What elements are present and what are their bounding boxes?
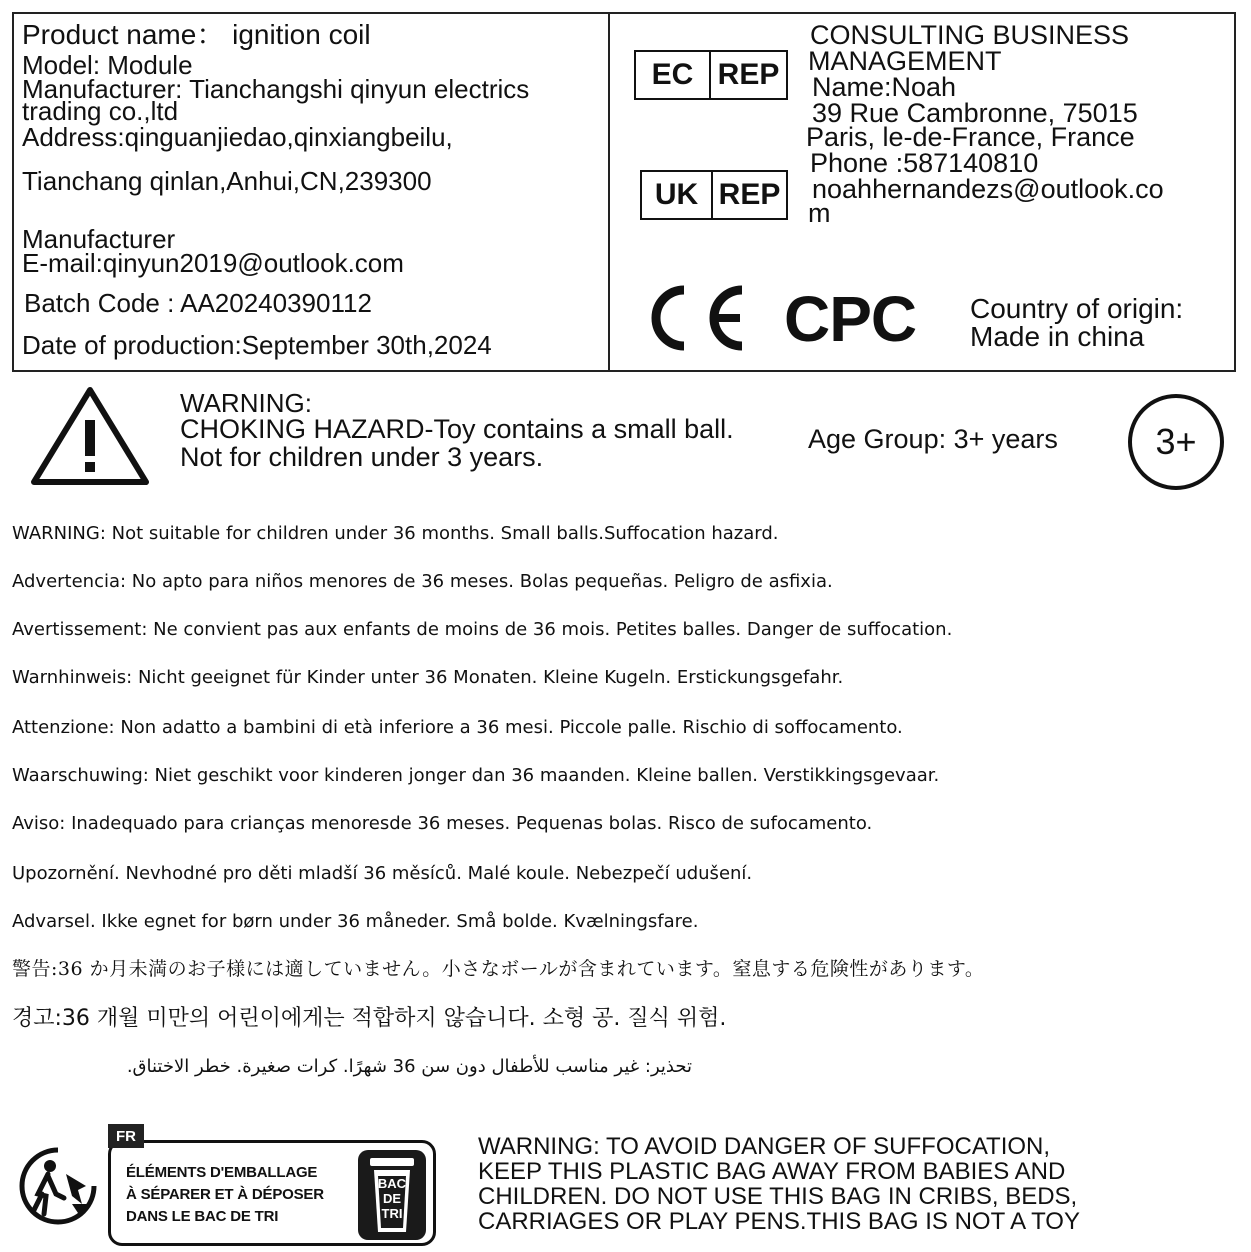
warning-nl: Waarschuwing: Niet geschikt voor kinderen jonger dan 36 maanden. Kleine ballen. Verstikkingsgevaar. <box>12 765 940 786</box>
triman-recycle-icon <box>16 1144 100 1228</box>
ec-rep-left: EC <box>636 52 711 98</box>
email-label: Manufacturer <box>22 224 176 254</box>
choking-warning-title: WARNING: <box>180 388 312 418</box>
rep-name: Name:Noah <box>812 72 957 102</box>
warning-triangle-icon <box>28 384 152 488</box>
recycling-line-1: ÉLÉMENTS D'EMBALLAGE <box>126 1164 318 1181</box>
address-line-2: Tianchang qinlan,Anhui,CN,239300 <box>22 166 432 196</box>
fr-tab: FR <box>108 1124 144 1148</box>
table-divider <box>608 12 610 372</box>
model: Model: Module <box>22 50 193 80</box>
warning-da: Advarsel. Ikke egnet for børn under 36 måneder. Små bolde. Kvælningsfare. <box>12 911 699 932</box>
uk-rep-symbol <box>640 170 788 220</box>
bag-warning-line-4: CARRIAGES OR PLAY PENS.THIS BAG IS NOT A TOY <box>478 1208 1080 1235</box>
warning-en: WARNING: Not suitable for children under 36 months. Small balls.Suffocation hazard. <box>12 523 779 544</box>
recycling-line-2: À SÉPARER ET À DÉPOSER <box>126 1186 324 1203</box>
bag-warning-line-1: WARNING: TO AVOID DANGER OF SUFFOCATION, <box>478 1133 1051 1160</box>
age-badge <box>1128 394 1224 490</box>
warning-ja: 警告:36 か月未満のお子様には適していません。小さなボールが含まれています。窒息する危険性があります。 <box>12 958 985 980</box>
warning-cs: Upozornění. Nevhodné pro děti mladší 36 měsíců. Malé koule. Nebezpečí udušení. <box>12 863 753 884</box>
ce-mark-icon <box>640 282 750 354</box>
warning-de: Warnhinweis: Nicht geeignet für Kinder unter 36 Monaten. Kleine Kugeln. Erstickungsgefahr. <box>12 667 844 688</box>
date-of-production: Date of production:September 30th,2024 <box>22 330 492 360</box>
bin-line-1: BAC <box>377 1176 407 1191</box>
choking-warning-line-2: Not for children under 3 years. <box>180 442 544 472</box>
warning-it: Attenzione: Non adatto a bambini di età inferiore a 36 mesi. Piccole palle. Rischio di soffocamento. <box>12 717 903 738</box>
warning-fr: Avertissement: Ne convient pas aux enfants de moins de 36 mois. Petites balles. Danger de suffocation. <box>12 619 953 640</box>
bag-warning-line-2: KEEP THIS PLASTIC BAG AWAY FROM BABIES AND <box>478 1158 1066 1185</box>
manufacturer-line-1: Manufacturer: Tianchangshi qinyun electrics <box>22 74 530 104</box>
ec-rep-right: REP <box>717 58 780 91</box>
manufacturer-email: E-mail:qinyun2019@outlook.com <box>22 248 404 278</box>
age-badge-text: 3+ <box>1155 421 1197 462</box>
plastic-bag-warning <box>478 1134 1080 1234</box>
rep-company-line-2: MANAGEMENT <box>808 46 1002 76</box>
rep-phone: Phone :587140810 <box>810 148 1039 178</box>
bin-line-2: DE <box>382 1191 402 1206</box>
country-of-origin-label: Country of origin: <box>970 293 1184 324</box>
rep-email-line-2: m <box>808 198 831 228</box>
age-group: Age Group: 3+ years <box>808 424 1058 454</box>
cpc-mark: CPC <box>784 283 917 355</box>
address-line-1: Address:qinguanjiedao,qinxiangbeilu, <box>22 122 453 152</box>
sorting-bin-icon <box>354 1146 430 1242</box>
bag-warning-line-3: CHILDREN. DO NOT USE THIS BAG IN CRIBS, BEDS, <box>478 1183 1078 1210</box>
uk-rep-right: REP <box>718 178 781 211</box>
warning-es: Advertencia: No apto para niños menores de 36 meses. Bolas pequeñas. Peligro de asfixia. <box>12 571 833 592</box>
rep-company-line-1: CONSULTING BUSINESS <box>810 20 1130 50</box>
batch-code: Batch Code : AA20240390112 <box>24 288 372 318</box>
recycling-line-3: DANS LE BAC DE TRI <box>126 1208 279 1225</box>
warning-ko: 경고:36 개월 미만의 어린이에게는 적합하지 않습니다. 소형 공. 질식 위험. <box>12 1006 727 1031</box>
warning-pt: Aviso: Inadequado para crianças menoresde 36 meses. Pequenas bolas. Risco de sufocamento. <box>12 813 873 834</box>
choking-warning-line-1: CHOKING HAZARD-Toy contains a small ball. <box>180 414 734 444</box>
uk-rep-left: UK <box>642 172 713 218</box>
rep-email-line-1: noahhernandezs@outlook.co <box>812 174 1164 204</box>
warning-ar: تحذير: غير مناسب للأطفال دون سن 36 شهرًا. كرات صغيرة. خطر الاختناق. <box>126 1056 692 1077</box>
ec-rep-symbol <box>634 50 788 100</box>
rep-street: 39 Rue Cambronne, 75015 <box>812 98 1138 128</box>
product-name: Product name： ignition coil <box>22 19 371 50</box>
manufacturer-line-2: trading co.,ltd <box>22 96 179 126</box>
bin-line-3: TRI <box>381 1206 403 1221</box>
country-of-origin-value: Made in china <box>970 321 1145 352</box>
rep-city: Paris, le-de-France, France <box>806 122 1135 152</box>
